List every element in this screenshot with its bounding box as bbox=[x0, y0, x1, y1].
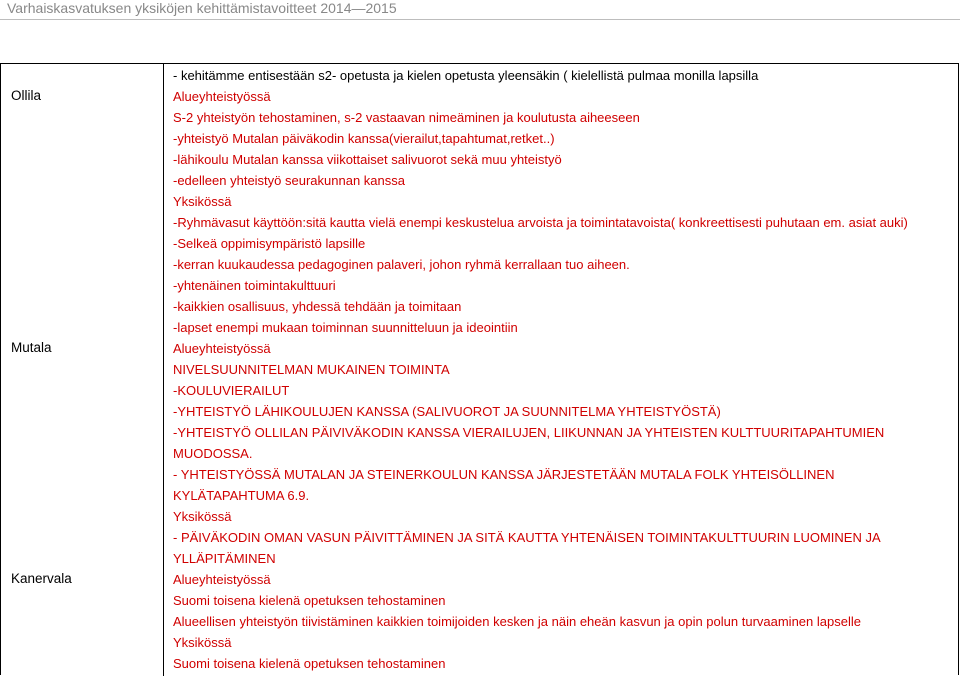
school-name-kanervala: Kanervala bbox=[11, 571, 72, 586]
goal-line: -Ryhmävasut käyttöön:sitä kautta vielä enempi keskustelua arvoista ja toimintatavoista( konkreettisesti puhutaan em. asiat auki) bbox=[173, 215, 908, 230]
goal-line: -kerran kuukaudessa pedagoginen palaveri, johon ryhmä kerrallaan tuo aiheen. bbox=[173, 257, 630, 272]
goal-line: - kehitämme entisestään s2- opetusta ja kielen opetusta yleensäkin ( kielellistä pulmaa monilla lapsilla bbox=[173, 68, 759, 83]
goal-line: -lähikoulu Mutalan kanssa viikottaiset salivuorot sekä muu yhteistyö bbox=[173, 152, 562, 167]
section-heading-alueyhteistyo: Alueyhteistyössä bbox=[173, 341, 271, 356]
school-name-mutala: Mutala bbox=[11, 340, 52, 355]
section-heading-yksikossa: Yksikössä bbox=[173, 194, 232, 209]
header-divider bbox=[0, 19, 960, 20]
goal-line: -Selkeä oppimisympäristö lapsille bbox=[173, 236, 366, 251]
goal-line: YLLÄPITÄMINEN bbox=[173, 551, 276, 566]
goal-line: -edelleen yhteistyö seurakunnan kanssa bbox=[173, 173, 405, 188]
school-name-ollila: Ollila bbox=[11, 88, 42, 103]
goal-line: Alueellisen yhteistyön tiivistäminen kaikkien toimijoiden kesken ja näin eheän kasvun ja opin polun turvaaminen lapselle bbox=[173, 614, 861, 629]
goal-line: KYLÄTAPAHTUMA 6.9. bbox=[173, 488, 310, 503]
goal-line: -YHTEISTYÖ OLLILAN PÄIVIVÄKODIN KANSSA VIERAILUJEN, LIIKUNNAN JA YHTEISTEN KULTTUURITAPAHTUMIEN bbox=[173, 425, 885, 440]
section-heading-yksikossa: Yksikössä bbox=[173, 509, 232, 524]
section-heading-yksikossa: Yksikössä bbox=[173, 635, 232, 650]
goal-line: -yhtenäinen toimintakulttuuri bbox=[173, 278, 336, 293]
goal-line: -yhteistyö Mutalan päiväkodin kanssa(vierailut,tapahtumat,retket..) bbox=[173, 131, 555, 146]
goal-line: MUODOSSA. bbox=[173, 446, 253, 461]
goal-line: - PÄIVÄKODIN OMAN VASUN PÄIVITTÄMINEN JA SITÄ KAUTTA YHTENÄISEN TOIMINTAKULTTUURIN LUOMINEN JA bbox=[173, 530, 881, 545]
goal-line: -kaikkien osallisuus, yhdessä tehdään ja toimitaan bbox=[173, 299, 462, 314]
goal-line: Suomi toisena kielenä opetuksen tehostaminen bbox=[173, 593, 446, 608]
section-heading-alueyhteistyo: Alueyhteistyössä bbox=[173, 89, 271, 104]
goal-line: -lapset enempi mukaan toiminnan suunnitteluun ja ideointiin bbox=[173, 320, 518, 335]
goal-line: NIVELSUUNNITELMAN MUKAINEN TOIMINTA bbox=[173, 362, 450, 377]
goals-table bbox=[0, 63, 959, 675]
goal-line: -KOULUVIERAILUT bbox=[173, 383, 290, 398]
goal-line: S-2 yhteistyön tehostaminen, s-2 vastaavan nimeäminen ja koulutusta aiheeseen bbox=[173, 110, 640, 125]
goal-line: - YHTEISTYÖSSÄ MUTALAN JA STEINERKOULUN KANSSA JÄRJESTETÄÄN MUTALA FOLK YHTEISÖLLINEN bbox=[173, 467, 835, 482]
page-header-title: Varhaiskasvatuksen yksiköjen kehittämistavoitteet 2014—2015 bbox=[7, 0, 397, 16]
column-divider bbox=[163, 64, 164, 676]
section-heading-alueyhteistyo: Alueyhteistyössä bbox=[173, 572, 271, 587]
goal-line: -YHTEISTYÖ LÄHIKOULUJEN KANSSA (SALIVUOROT JA SUUNNITELMA YHTEISTYÖSTÄ) bbox=[173, 404, 721, 419]
goal-line: Suomi toisena kielenä opetuksen tehostaminen bbox=[173, 656, 446, 671]
